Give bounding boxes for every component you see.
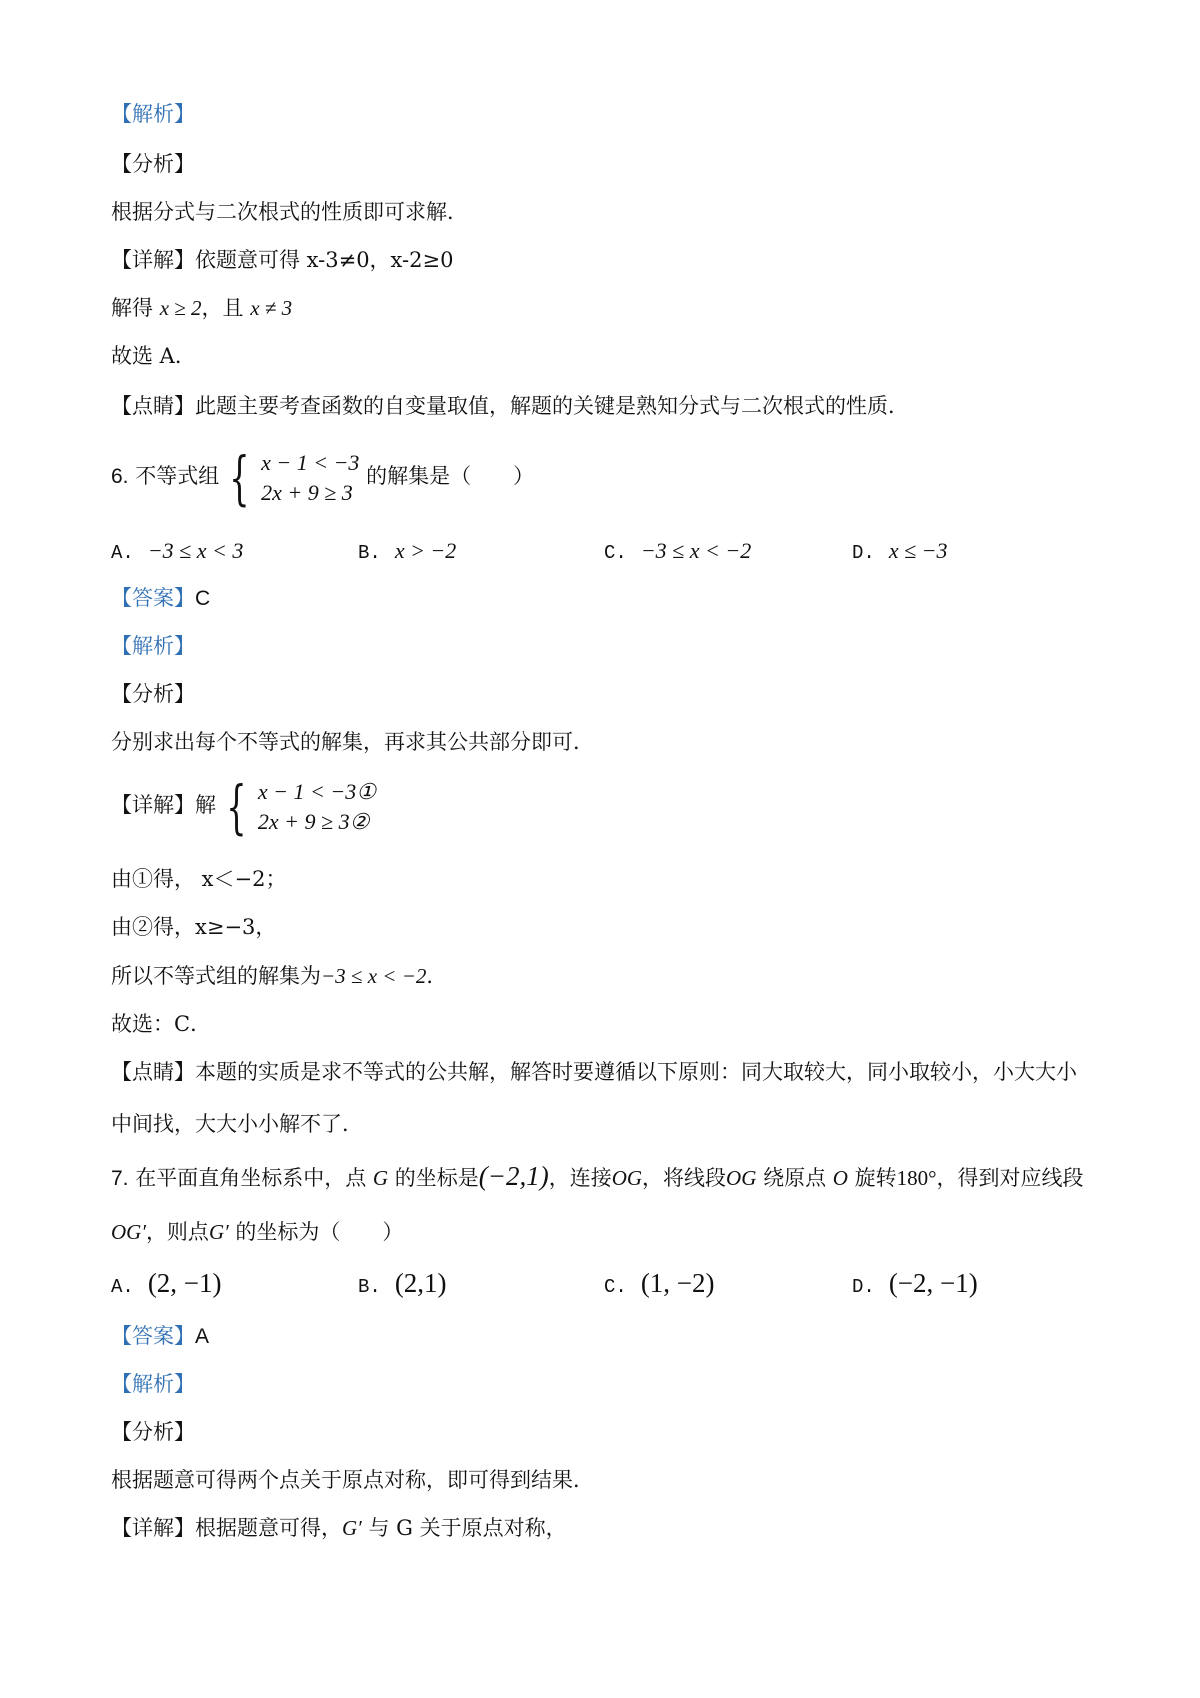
comment-line (111, 392, 909, 420)
brace-icon: { (229, 443, 250, 512)
inequality-system (261, 448, 359, 508)
analysis-text: 根据题意可得两个点关于原点对称，即可得到结果． (111, 1468, 594, 1492)
detail-prefix: 解 (195, 793, 216, 817)
detail-line (111, 246, 453, 274)
step-1: 由①得， x＜−2； (111, 867, 287, 891)
answer-label: 【答案】 (111, 586, 195, 610)
stem-text: ，则点 (145, 1220, 209, 1244)
brace-icon: { (226, 772, 247, 841)
detail-prefix: 根据题意可得， (195, 1516, 342, 1540)
comment-label: 【点睛】 (111, 394, 195, 418)
stem-text: 绕原点 (763, 1166, 827, 1190)
choice-line: 故选：C． (111, 1012, 212, 1036)
solution-line (111, 294, 292, 322)
point-g-prime: G′ (342, 1516, 362, 1540)
step-3 (111, 962, 447, 990)
detail-suffix: 与 G 关于原点对称， (368, 1516, 567, 1540)
stem-text: ，得到对应线段 (936, 1166, 1084, 1190)
coordinate: (−2,1) (478, 1161, 549, 1191)
stem-text: 的坐标是 (394, 1166, 479, 1190)
analysis-heading: 【解析】 (111, 634, 195, 658)
option-c[interactable]: C. (1, −2) (604, 1268, 715, 1298)
stem-text: 的坐标为（ ） (235, 1220, 404, 1244)
analysis-heading: 【解析】 (111, 102, 195, 126)
segment-og: OG (611, 1166, 643, 1190)
question-stem-prefix: 不等式组 (135, 464, 220, 488)
analysis-label: 【分析】 (111, 152, 195, 176)
question-7-stem (111, 1160, 1084, 1195)
segment-og: OG (726, 1166, 757, 1190)
option-a[interactable]: A. −3 ≤ x < 3 (111, 538, 244, 564)
question-stem-suffix: 的解集是（ ） (366, 464, 535, 488)
stem-text: 在平面直角坐标系中，点 (135, 1166, 367, 1190)
question-number: 6. (111, 465, 129, 488)
choice-line: 故选 A． (111, 344, 196, 368)
option-d[interactable]: D. (−2, −1) (852, 1268, 978, 1298)
answer-value: A (195, 1325, 210, 1348)
detail-label: 【详解】 (111, 248, 195, 272)
analysis-text: 根据分式与二次根式的性质即可求解． (111, 200, 468, 224)
inequality-2: 2x + 9 ≥ 3 (261, 479, 353, 505)
option-a[interactable]: A. (2, −1) (111, 1268, 222, 1298)
solution-math-2: x ≠ 3 (250, 296, 293, 320)
analysis-label: 【分析】 (111, 1420, 195, 1444)
point-g-prime: G′ (208, 1220, 229, 1244)
comment-line (111, 1058, 1077, 1086)
step-3-suffix: ． (426, 964, 448, 988)
comment-line-2: 中间找，大大小小解不了． (111, 1112, 363, 1136)
question-6-stem (111, 443, 535, 512)
segment-og-prime: OG′ (111, 1220, 146, 1244)
detail-line (111, 772, 376, 841)
origin-o: O (832, 1166, 848, 1190)
step-3-math: −3 ≤ x < −2 (321, 964, 427, 988)
option-d[interactable]: D. x ≤ −3 (852, 538, 948, 564)
stem-text: 旋转 (854, 1166, 897, 1190)
analysis-heading: 【解析】 (111, 1372, 195, 1396)
question-7-stem-2 (111, 1216, 403, 1248)
comment-text: 此题主要考查函数的自变量取值，解题的关键是熟知分式与二次根式的性质． (195, 394, 909, 418)
detail-line (111, 1514, 567, 1542)
detail-label: 【详解】 (111, 793, 195, 817)
inequality-1: x − 1 < −3 (261, 449, 360, 475)
comment-text: 本题的实质是求不等式的公共解，解答时要遵循以下原则：同大取较大，同小取较小，小大大小 (195, 1060, 1077, 1084)
solution-math-1: x ≥ 2 (159, 296, 202, 320)
angle: 180° (896, 1166, 937, 1190)
analysis-label: 【分析】 (111, 682, 195, 706)
answer-value: C (195, 587, 211, 610)
point-g: G (372, 1166, 389, 1190)
detail-label: 【详解】 (111, 1516, 195, 1540)
answer-label: 【答案】 (111, 1324, 195, 1348)
step-3-prefix: 所以不等式组的解集为 (111, 964, 321, 988)
inequality-system (258, 777, 376, 837)
option-b[interactable]: B. x > −2 (358, 538, 457, 564)
option-c[interactable]: C. −3 ≤ x < −2 (604, 538, 752, 564)
stem-text: ，将线段 (642, 1166, 727, 1190)
option-b[interactable]: B. (2,1) (358, 1268, 447, 1298)
analysis-text: 分别求出每个不等式的解集，再求其公共部分即可． (111, 730, 594, 754)
solution-middle: ，且 (201, 296, 244, 320)
stem-text: ，连接 (548, 1166, 612, 1190)
answer-line (111, 584, 210, 613)
question-number: 7. (111, 1167, 129, 1190)
comment-label: 【点睛】 (111, 1060, 195, 1084)
inequality-1: x − 1 < −3① (257, 778, 376, 804)
solution-prefix: 解得 (111, 296, 153, 320)
answer-line (111, 1322, 209, 1351)
step-2: 由②得，x≥−3， (111, 915, 277, 939)
detail-text: 依题意可得 x-3≠0，x-2≥0 (195, 248, 454, 272)
inequality-2: 2x + 9 ≥ 3② (257, 808, 370, 834)
